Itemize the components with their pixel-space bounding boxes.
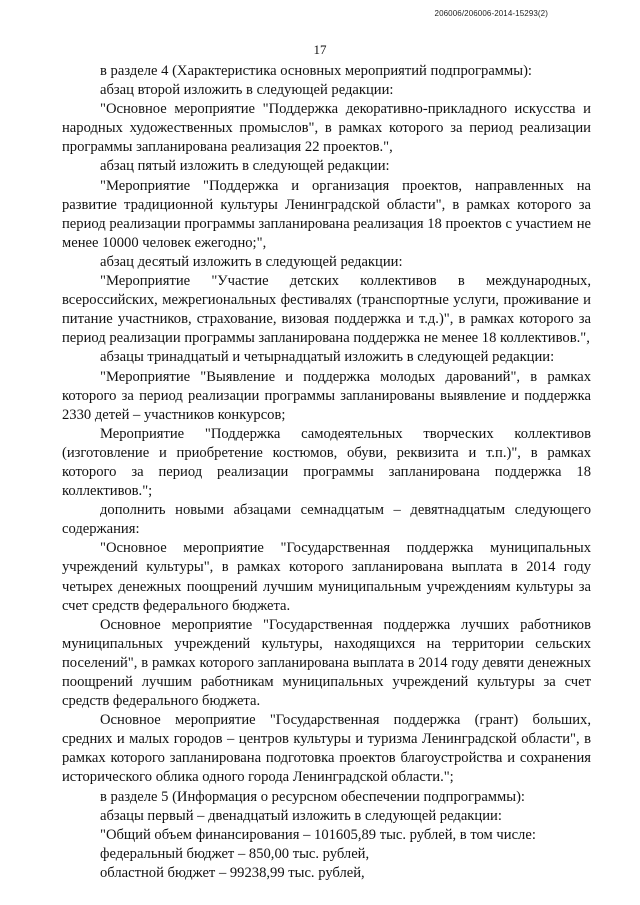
paragraph: абзацы первый – двенадцатый изложить в следующей редакции: [100, 807, 502, 824]
paragraph: областной бюджет – 99238,99 тыс. рублей, [100, 864, 365, 881]
paragraph: абзацы тринадцатый и четырнадцатый изложить в следующей редакции: [100, 349, 555, 366]
paragraph: "Мероприятие "Участие детских коллективов в международных, всероссийских, межрегиональных фестивалях (транспортные услуги, проживание и питание участников, страхование, визовая поддержка и т.д.)", в рамках которого за период реализации программы запланирована поддержка не менее 18 коллективов.", [62, 273, 591, 347]
paragraph: в разделе 4 (Характеристика основных мероприятий подпрограммы): [100, 63, 532, 79]
paragraph: Мероприятие "Поддержка самодеятельных творческих коллективов (изготовление и приобретение костюмов, обуви, реквизита и т.п.)", в рамках которого за период реализации программы запланирована поддержка 18 коллективов."; [62, 425, 591, 500]
document-body [62, 62, 591, 883]
paragraph: "Мероприятие "Поддержка и организация проектов, направленных на развитие традиционной культуры Ленинградской области", в рамках которого за период реализации программы запланирована реализация 18 проектов с участием не менее 10000 человек ежегодно;", [62, 177, 591, 251]
paragraph: Основное мероприятие "Государственная поддержка лучших работников муниципальных учреждений культуры, находящихся на территории сельских поселений", в рамках которого запланирована выплата в 2014 году девяти денежных поощрений лучшим работникам муниципальных учреждений культуры за счет средств федерального бюджета. [62, 616, 591, 710]
paragraph: абзац второй изложить в следующей редакции: [100, 82, 394, 99]
paragraph: Основное мероприятие "Государственная поддержка (грант) больших, средних и малых городов – центров культуры и туризма Ленинградской области", в рамках которого запланирована подготовка проектов благоустройства и сохранения исторического облика одного города Ленинградской области."; [62, 712, 591, 786]
page-number: 17 [313, 42, 327, 57]
document-id: 206006/206006-2014-15293(2) [434, 9, 548, 18]
paragraph: абзац десятый изложить в следующей редакции: [100, 253, 403, 270]
paragraph: "Основное мероприятие "Поддержка декоративно-прикладного искусства и народных художественных промыслов", в рамках которого за период реализации программы запланирована реализация 22 проектов.", [62, 101, 591, 156]
paragraph: федеральный бюджет – 850,00 тыс. рублей, [100, 845, 370, 862]
paragraph: абзац пятый изложить в следующей редакции: [100, 158, 390, 175]
paragraph: в разделе 5 (Информация о ресурсном обеспечении подпрограммы): [100, 788, 525, 805]
paragraph: "Мероприятие "Выявление и поддержка молодых дарований", в рамках которого за период реализации программы запланированы выявление и поддержка 2330 детей – участников конкурсов; [62, 368, 591, 423]
paragraph: дополнить новыми абзацами семнадцатым – девятнадцатым следующего содержания: [62, 502, 591, 538]
paragraph: "Общий объем финансирования – 101605,89 тыс. рублей, в том числе: [100, 826, 536, 843]
paragraph: "Основное мероприятие "Государственная поддержка муниципальных учреждений культуры", в рамках которого запланирована выплата в 2014 году четырех денежных поощрений лучшим муниципальным учреждениям культуры за счет средств федерального бюджета. [62, 540, 591, 614]
